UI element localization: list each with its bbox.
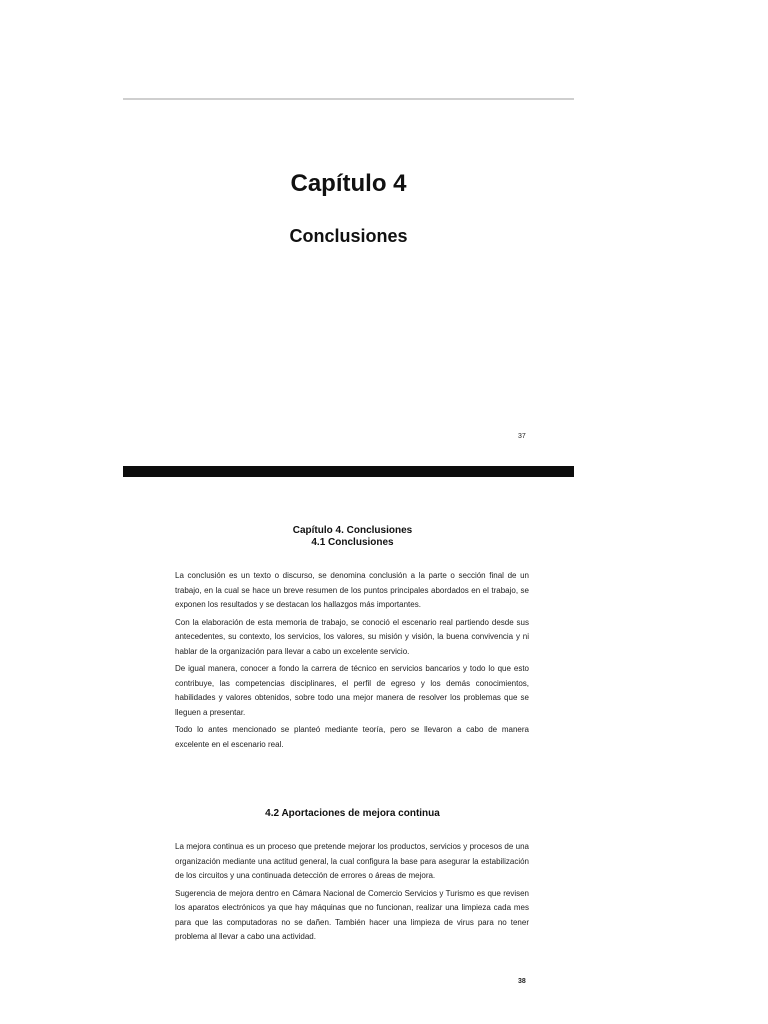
paragraph: Con la elaboración de esta memoria de trabajo, se conoció el escenario real partiendo desde sus antecedentes, su contexto, los servicios, los valores, su misión y visión, la buena convivencia y ni hablar de la organización para llevar a cabo un excelente servicio. <box>175 617 529 656</box>
page-separator <box>123 466 574 477</box>
page-number-37: 37 <box>518 433 526 440</box>
page-number-38: 38 <box>518 978 526 985</box>
chapter-subtitle: Conclusiones <box>289 226 408 246</box>
improvement-body <box>175 840 529 948</box>
chapter-title: Capítulo 4 <box>290 170 407 197</box>
paragraph: La conclusión es un texto o discurso, se denomina conclusión a la parte o sección final de un trabajo, en la cual se hace un breve resumen de los puntos principales abordados en el trabajo, se exponen los resultados y se destacan los hallazgos más importantes. <box>175 571 529 609</box>
paragraph: Todo lo antes mencionado se planteó mediante teoría, pero se llevaron a cabo de manera excelente en el escenario real. <box>175 725 529 749</box>
paragraph: De igual manera, conocer a fondo la carrera de técnico en servicios bancarios y todo lo que esto contribuye, las competencias disciplinares, el perfil de egreso y los demás conocimientos, habilidades y valores obtenidos, sobre todo una mejor manera de resolver los problemas que se lleguen a presentar. <box>175 664 529 717</box>
conclusions-body <box>175 569 529 755</box>
section-heading-chapter: Capítulo 4. Conclusiones <box>292 525 413 536</box>
page-top-border <box>123 98 574 100</box>
paragraph: La mejora continua es un proceso que pretende mejorar los productos, servicios y procesos de una organización mediante una actitud general, la cual configura la base para asegurar la estabilización de los circuitos y una continuada detección de errores o áreas de mejora. <box>175 842 529 880</box>
paragraph: Sugerencia de mejora dentro en Cámara Nacional de Comercio Servicios y Turismo es que revisen los aparatos electrónicos ya que hay máquinas que no funcionan, realizar una limpieza cada mes para que las computadoras no se dañen. También hacer una limpieza de virus para no tener problema al llevar a cabo una actividad. <box>175 888 529 941</box>
section-heading-4-1: 4.1 Conclusiones <box>311 537 394 548</box>
section-heading-4-2: 4.2 Aportaciones de mejora continua <box>265 808 440 819</box>
